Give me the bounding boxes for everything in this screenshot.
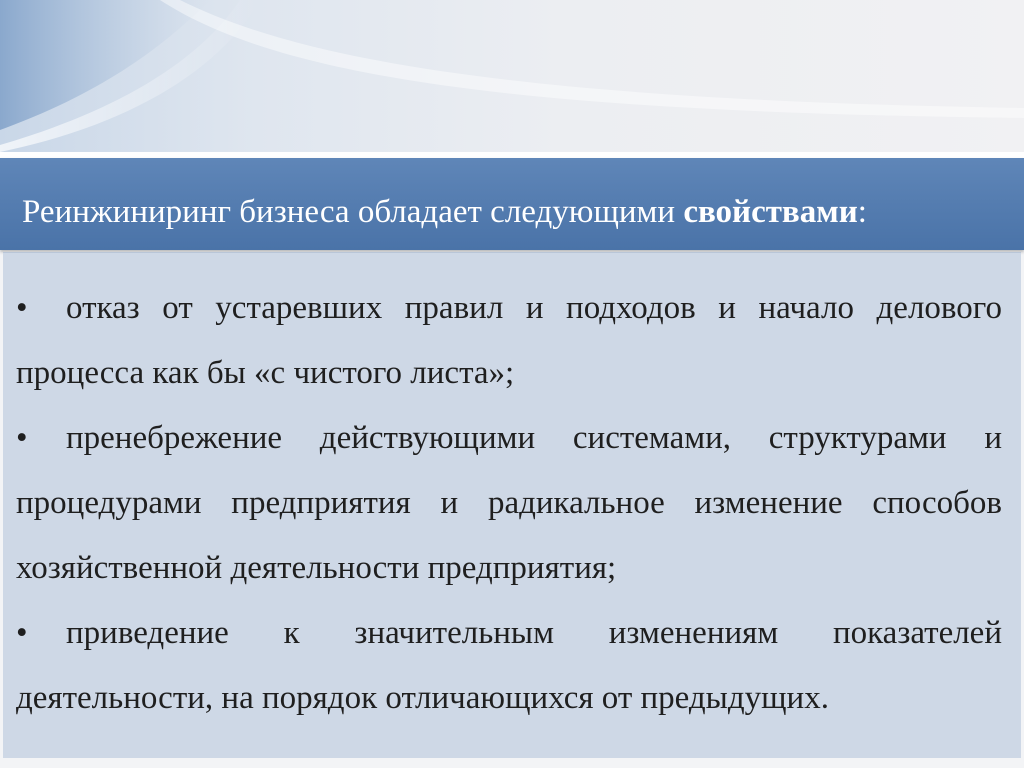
title-bar (0, 158, 1024, 250)
bullet-list (16, 276, 1002, 731)
bullet-text: приведение к значительным изменениям показателей деятельности, на порядок отличающихся от предыдущих. (16, 615, 1002, 716)
bullet-marker: • (16, 420, 28, 456)
footer-strip (0, 758, 1024, 768)
wave-decoration (0, 0, 1024, 152)
bullet-item (16, 406, 1002, 601)
bullet-text: пренебрежение действующими системами, структурами и процедурами предприятия и радикальное изменение способов хозяйственной деятельности предприятия; (16, 420, 1002, 586)
slide-title (22, 192, 867, 232)
slide-title-suffix: : (857, 194, 867, 230)
bullet-text: отказ от устаревших правил и подходов и начало делового процесса как бы «с чистого листа»; (16, 290, 1002, 391)
bullet-marker: • (16, 290, 28, 326)
slide-title-bold: свойствами (683, 194, 858, 230)
bullet-item (16, 601, 1002, 731)
header-decoration (0, 0, 1024, 152)
bullet-item (16, 276, 1002, 406)
slide-title-regular: Реинжиниринг бизнеса обладает следующими (22, 194, 684, 230)
bullet-marker: • (16, 615, 28, 651)
